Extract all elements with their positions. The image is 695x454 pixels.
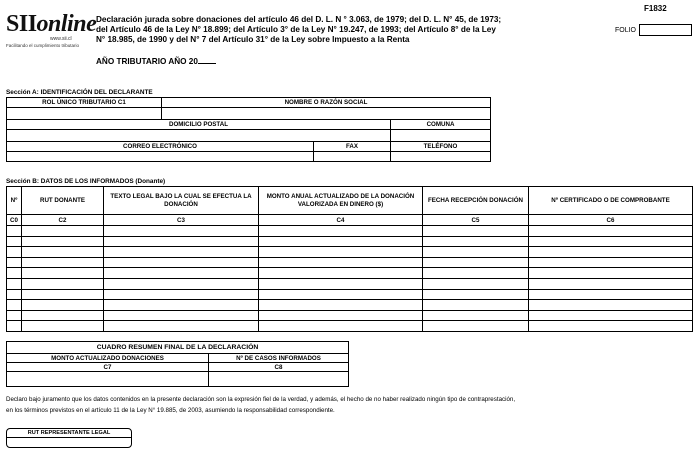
- address-field[interactable]: [7, 130, 391, 142]
- donor-cell[interactable]: [7, 289, 22, 300]
- logo-online-text: online: [36, 11, 97, 37]
- donor-cell[interactable]: [423, 268, 529, 279]
- email-label-cell: CORREO ELECTRÓNICO: [7, 142, 314, 152]
- rut-label-cell: ROL ÚNICO TRIBUTARIO C1: [7, 98, 162, 108]
- logo-wordmark: [6, 10, 96, 38]
- donor-cell[interactable]: [529, 226, 693, 237]
- donor-cell[interactable]: [22, 310, 104, 321]
- donor-cell[interactable]: [7, 247, 22, 258]
- donor-cell[interactable]: [259, 310, 423, 321]
- logo-tagline: Facilitando el cumplimiento tributario: [6, 43, 80, 48]
- donor-cell[interactable]: [423, 289, 529, 300]
- name-label-cell: NOMBRE O RAZÓN SOCIAL: [162, 98, 491, 108]
- donor-cell[interactable]: [104, 268, 259, 279]
- donor-cell[interactable]: [423, 310, 529, 321]
- donor-cell[interactable]: [104, 300, 259, 311]
- donor-cell[interactable]: [104, 289, 259, 300]
- col-header-reception-date: FECHA RECEPCIÓN DONACIÓN: [423, 187, 529, 215]
- col-code-c6: C6: [529, 215, 693, 226]
- donor-cell[interactable]: [22, 278, 104, 289]
- donor-cell[interactable]: [423, 247, 529, 258]
- legal-representative-rut-label: RUT REPRESENTANTE LEGAL: [7, 429, 131, 438]
- col-header-legal-text: TEXTO LEGAL BAJO LA CUAL SE EFECTUA LA DONACIÓN: [104, 187, 259, 215]
- col-code-c2: C2: [22, 215, 104, 226]
- sworn-declaration-line-1: Declaro bajo juramento que los datos contenidos en la presente declaración son la expresión fiel de la verdad, y además, el hecho de no haber realizado ningún tipo de contraprestación,: [6, 396, 516, 403]
- donor-cell[interactable]: [7, 236, 22, 247]
- donor-cell[interactable]: [22, 321, 104, 332]
- donor-cell[interactable]: [7, 226, 22, 237]
- form-title-line-1: Declaración jurada sobre donaciones del artículo 46 del D. L. N ° 3.063, de 1979; del D. L. N° 45, de 1973;: [96, 15, 502, 24]
- commune-label-cell: COMUNA: [391, 120, 491, 130]
- donor-cell[interactable]: [259, 247, 423, 258]
- fax-field[interactable]: [314, 152, 391, 162]
- donor-cell[interactable]: [423, 236, 529, 247]
- donor-row: [7, 278, 693, 289]
- donor-cell[interactable]: [529, 257, 693, 268]
- donor-cell[interactable]: [7, 268, 22, 279]
- donor-row: [7, 310, 693, 321]
- col-code-c5: C5: [423, 215, 529, 226]
- donor-cell[interactable]: [104, 310, 259, 321]
- col-header-annual-amount: MONTO ANUAL ACTUALIZADO DE LA DONACIÓN VALORIZADA EN DINERO ($): [259, 187, 423, 215]
- donor-row: [7, 321, 693, 332]
- address-label-cell: DOMICILIO POSTAL: [7, 120, 391, 130]
- donor-row: [7, 226, 693, 237]
- donor-cell[interactable]: [22, 257, 104, 268]
- donor-cell[interactable]: [423, 321, 529, 332]
- commune-field[interactable]: [391, 130, 491, 142]
- phone-field[interactable]: [391, 152, 491, 162]
- donor-cell[interactable]: [7, 321, 22, 332]
- donor-cell[interactable]: [104, 247, 259, 258]
- donor-cell[interactable]: [529, 247, 693, 258]
- summary-cases-field[interactable]: [209, 372, 349, 387]
- donor-cell[interactable]: [104, 226, 259, 237]
- section-a-title: Sección A: IDENTIFICACIÓN DEL DECLARANTE: [6, 89, 153, 96]
- name-field[interactable]: [162, 108, 491, 120]
- donor-cell[interactable]: [7, 278, 22, 289]
- donor-cell[interactable]: [259, 278, 423, 289]
- summary-amount-code: C7: [7, 363, 209, 372]
- donor-cell[interactable]: [7, 310, 22, 321]
- summary-cases-label: Nº DE CASOS INFORMADOS: [209, 354, 349, 363]
- col-header-donor-rut: RUT DONANTE: [22, 187, 104, 215]
- donor-cell[interactable]: [104, 236, 259, 247]
- donor-cell[interactable]: [259, 321, 423, 332]
- donor-cell[interactable]: [22, 247, 104, 258]
- donor-cell[interactable]: [7, 300, 22, 311]
- section-b-title: Sección B: DATOS DE LOS INFORMADOS (Donante): [6, 178, 166, 185]
- donor-cell[interactable]: [423, 257, 529, 268]
- email-field[interactable]: [7, 152, 314, 162]
- donor-cell[interactable]: [22, 236, 104, 247]
- logo-sii-text: SII: [6, 11, 37, 37]
- form-code: F1832: [644, 4, 667, 13]
- donor-row: [7, 268, 693, 279]
- donor-cell[interactable]: [529, 321, 693, 332]
- donor-cell[interactable]: [259, 300, 423, 311]
- logo-url: www.sii.cl: [50, 36, 72, 42]
- tax-year-label: AÑO TRIBUTARIO AÑO 20: [96, 57, 198, 66]
- tax-year-field[interactable]: [198, 57, 216, 64]
- donor-cell[interactable]: [22, 226, 104, 237]
- donor-cell[interactable]: [104, 257, 259, 268]
- donor-cell[interactable]: [259, 257, 423, 268]
- donor-cell[interactable]: [22, 300, 104, 311]
- donor-cell[interactable]: [529, 278, 693, 289]
- donor-cell[interactable]: [529, 289, 693, 300]
- summary-table: [6, 341, 349, 387]
- donor-row: [7, 236, 693, 247]
- summary-cases-code: C8: [209, 363, 349, 372]
- col-header-certificate-number: Nº CERTIFICADO O DE COMPROBANTE: [529, 187, 693, 215]
- phone-label-cell: TELÉFONO: [391, 142, 491, 152]
- donor-cell[interactable]: [259, 268, 423, 279]
- legal-representative-rut-field[interactable]: [6, 428, 132, 448]
- donor-cell[interactable]: [7, 257, 22, 268]
- col-header-number: Nº: [7, 187, 22, 215]
- donor-cell[interactable]: [529, 236, 693, 247]
- donor-cell[interactable]: [104, 321, 259, 332]
- donor-cell[interactable]: [529, 300, 693, 311]
- donor-cell[interactable]: [423, 226, 529, 237]
- donor-row: [7, 257, 693, 268]
- folio-label: FOLIO: [615, 27, 637, 34]
- donor-row: [7, 300, 693, 311]
- summary-amount-field[interactable]: [7, 372, 209, 387]
- folio-field[interactable]: [639, 24, 692, 36]
- donor-row: [7, 289, 693, 300]
- summary-title: CUADRO RESUMEN FINAL DE LA DECLARACIÓN: [7, 342, 349, 354]
- col-code-c0: C0: [7, 215, 22, 226]
- donor-cell[interactable]: [22, 289, 104, 300]
- donor-cell[interactable]: [423, 278, 529, 289]
- donor-cell[interactable]: [259, 289, 423, 300]
- donor-cell[interactable]: [22, 268, 104, 279]
- donors-table: [6, 186, 693, 332]
- form-title: [96, 15, 566, 46]
- donor-row: [7, 247, 693, 258]
- col-code-c3: C3: [104, 215, 259, 226]
- donor-cell[interactable]: [259, 226, 423, 237]
- tax-year-line: [96, 57, 216, 66]
- donor-rows: [7, 226, 693, 332]
- sworn-declaration-line-2: en los términos previstos en el artículo 11 de la Ley N° 19.885, de 2003, asumiendo la responsabilidad correspondiente.: [6, 407, 335, 414]
- sii-online-logo: [6, 10, 97, 50]
- summary-amount-label: MONTO ACTUALIZADO DONACIONES: [7, 354, 209, 363]
- donor-cell[interactable]: [423, 300, 529, 311]
- donor-cell[interactable]: [104, 278, 259, 289]
- donor-cell[interactable]: [259, 236, 423, 247]
- donor-cell[interactable]: [529, 268, 693, 279]
- sworn-declaration: [6, 394, 692, 416]
- donor-cell[interactable]: [529, 310, 693, 321]
- rut-field[interactable]: [7, 108, 162, 120]
- section-a-table: [6, 97, 491, 162]
- fax-label-cell: FAX: [314, 142, 391, 152]
- form-title-line-2: del Artículo 46 de la Ley N° 18.899; del Artículo 3° de la Ley N° 19.247, de 1993; del Artículo 8° de la Ley: [96, 25, 496, 35]
- form-title-line-3: N° 18.985, de 1990 y del N° 7 del Artículo 31° de la Ley sobre Impuesto a la Renta: [96, 35, 410, 45]
- col-code-c4: C4: [259, 215, 423, 226]
